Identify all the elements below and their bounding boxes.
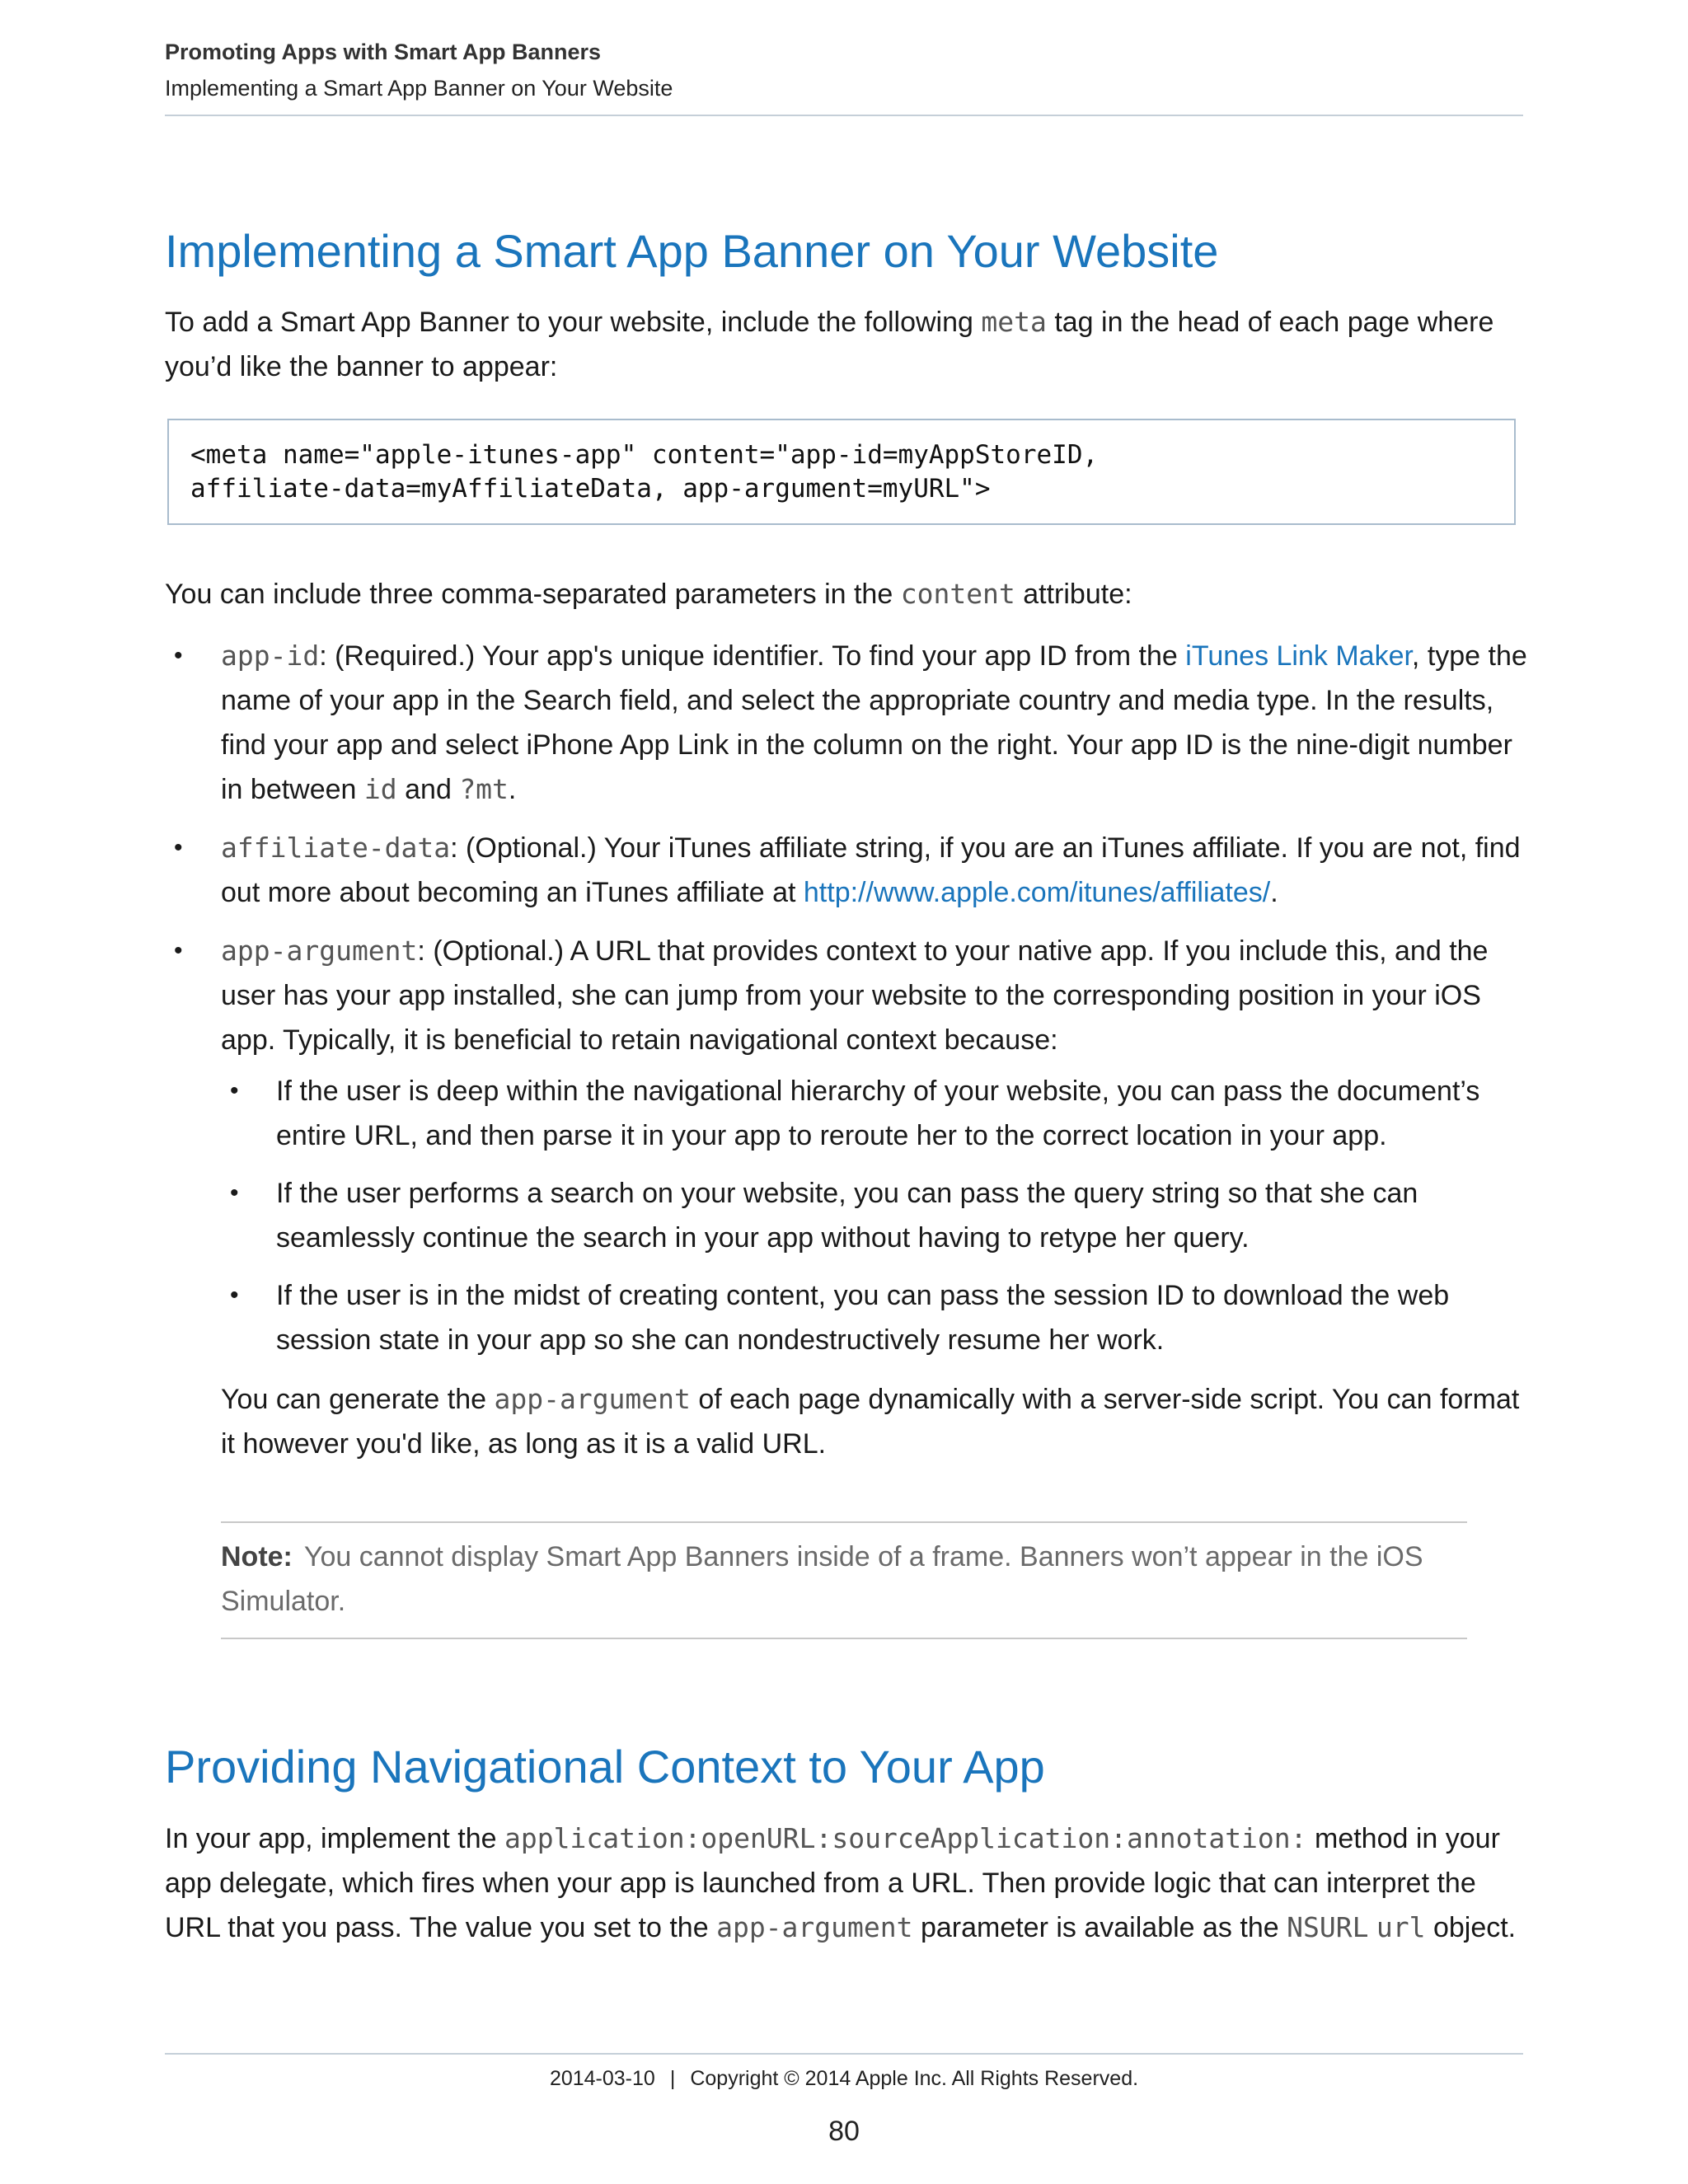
code-line: affiliate-data=myAffiliateData, app-argument=myURL"> xyxy=(190,474,991,504)
params-paragraph xyxy=(165,572,1525,616)
footer-copyright: Copyright © 2014 Apple Inc. All Rights Reserved. xyxy=(690,2067,1139,2090)
id-code: id xyxy=(363,773,397,805)
app-argument-code: app-argument xyxy=(494,1383,691,1415)
footer-divider xyxy=(165,2053,1523,2055)
list-item-text: and xyxy=(405,774,452,805)
content-code: content xyxy=(900,578,1015,610)
itunes-link-maker-link[interactable]: iTunes Link Maker xyxy=(1185,640,1412,672)
list-item-affiliate-data xyxy=(221,826,1527,915)
list-item-text: : (Optional.) A URL that provides context to your native app. If you include this, and the user has your app installed, she can jump from your website to the corresponding position in your iOS app. Typically, it is beneficial to retain navigational context because: xyxy=(221,935,1489,1056)
app-argument-code: app-argument xyxy=(716,1911,913,1943)
list-item-text: : (Required.) Your app's unique identifier. To find your app ID from the xyxy=(319,640,1178,672)
code-block xyxy=(167,419,1516,525)
intro-paragraph xyxy=(165,300,1525,389)
sub-list-item: If the user performs a search on your website, you can pass the query string so that she can seamlessly continue the search in your app without having to retype her query. xyxy=(276,1178,1418,1254)
footer-separator: | xyxy=(669,2067,676,2090)
intro-text-end: tag in the head of each page where you’d like the banner to appear: xyxy=(165,307,1494,382)
footer-date: 2014-03-10 xyxy=(549,2067,655,2090)
note-text: You cannot display Smart App Banners inside of a frame. Banners won’t appear in the iOS Simulator. xyxy=(221,1541,1423,1617)
list-item-text: , type the name of your app in the Search field, and select the appropriate country and media type. In the results, find your app and select iPhone App Link in the column on the right. Your app ID is the nine-digit number in between xyxy=(221,640,1527,805)
open-url-method-code: application:openURL:sourceApplication:annotation: xyxy=(504,1822,1307,1854)
url-code: url xyxy=(1376,1911,1426,1943)
bullet-icon: • xyxy=(174,937,183,964)
list-item-app-argument xyxy=(221,929,1527,1062)
bullet-icon: • xyxy=(174,834,183,861)
meta-code: meta xyxy=(981,306,1047,338)
params-text: You can include three comma-separated parameters in the xyxy=(165,579,893,610)
list-item-text: . xyxy=(508,774,517,805)
note-box xyxy=(221,1535,1457,1624)
footer xyxy=(0,2067,1688,2091)
params-text-end: attribute: xyxy=(1023,579,1132,610)
bullet-icon: • xyxy=(230,1179,239,1207)
generate-text-end: of each page dynamically with a server-side script. You can format it however you'd like, as long as it is a valid URL. xyxy=(221,1384,1520,1460)
app-id-code: app-id xyxy=(221,640,320,672)
itunes-affiliates-link[interactable]: http://www.apple.com/itunes/affiliates/ xyxy=(803,877,1271,908)
page-number: 80 xyxy=(828,2116,860,2147)
note-top-divider xyxy=(221,1521,1467,1523)
mt-code: ?mt xyxy=(459,773,509,805)
generate-paragraph xyxy=(221,1377,1527,1466)
bullet-icon: • xyxy=(230,1077,239,1104)
generate-text: You can generate the xyxy=(221,1384,487,1415)
nav-text-end: object. xyxy=(1432,1912,1517,1943)
running-header-section: Implementing a Smart App Banner on Your Website xyxy=(165,76,673,101)
sub-list-item: If the user is deep within the navigational hierarchy of your website, you can pass the document’s entire URL, and then parse it in your app to reroute her to the correct location in your app. xyxy=(276,1076,1480,1151)
nav-text: parameter is available as the xyxy=(920,1912,1279,1943)
affiliate-data-code: affiliate-data xyxy=(221,832,451,864)
note-label: Note: xyxy=(221,1541,293,1572)
nav-text: In your app, implement the xyxy=(165,1823,497,1854)
sub-list-item: If the user is in the midst of creating content, you can pass the session ID to download the web session state in your app so she can nondestructively resume her work. xyxy=(276,1280,1450,1356)
list-item-app-id xyxy=(221,634,1527,812)
section-title-navigational-context: Providing Navigational Context to Your App xyxy=(165,1741,1045,1793)
section-title-implementing: Implementing a Smart App Banner on Your Website xyxy=(165,225,1219,277)
bullet-icon: • xyxy=(230,1282,239,1309)
intro-text: To add a Smart App Banner to your website, include the following xyxy=(165,307,973,338)
app-argument-code: app-argument xyxy=(221,935,418,967)
note-bottom-divider xyxy=(221,1638,1467,1639)
nav-text: method in your app delegate, which fires when your app is launched from a URL. Then provide logic that can interpret the URL that you pass. The value you set to the xyxy=(165,1823,1500,1943)
bullet-icon: • xyxy=(174,642,183,669)
code-line: <meta name="apple-itunes-app" content="app-id=myAppStoreID, xyxy=(190,440,1099,470)
list-item-text: : (Optional.) Your iTunes affiliate string, if you are an iTunes affiliate. If you are not, find out more about becoming an iTunes affiliate at xyxy=(221,832,1521,908)
list-item-text: . xyxy=(1270,877,1278,908)
navigational-context-paragraph xyxy=(165,1816,1529,1950)
running-header-chapter: Promoting Apps with Smart App Banners xyxy=(165,40,602,64)
nsurl-code: NSURL xyxy=(1287,1911,1369,1943)
header-divider xyxy=(165,115,1523,116)
